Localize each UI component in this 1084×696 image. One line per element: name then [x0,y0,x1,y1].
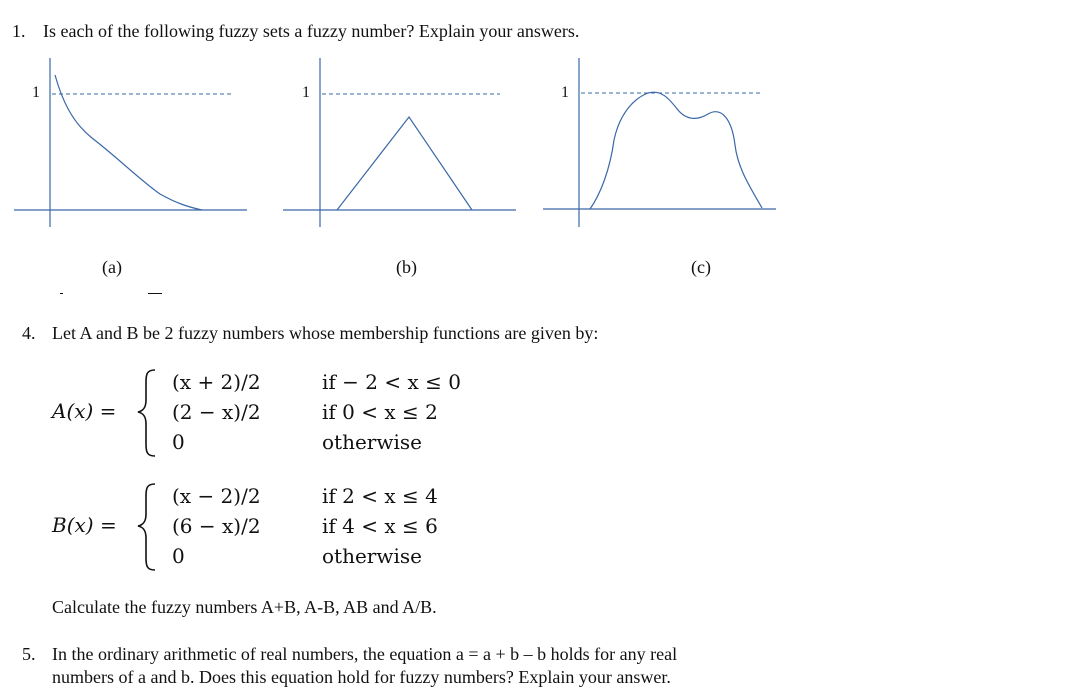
b-case-1-expr: (x − 2)/2 [172,484,261,508]
q4-number: 4. [22,323,36,343]
a-case-3-cond: otherwise [322,430,422,454]
q4-task: Calculate the fuzzy numbers A+B, A-B, AB and A/B. [52,597,437,617]
a-function-lhs: A(x) = [52,399,117,423]
graph-b [283,58,516,227]
a-case-3-expr: 0 [172,430,185,454]
q5-number: 5. [22,644,36,664]
b-case-2-expr: (6 − x)/2 [172,514,261,538]
graph-c [543,58,776,227]
fuzzy-set-graphs [0,0,1084,300]
b-case-2-cond: if 4 < x ≤ 6 [322,514,438,538]
q1-text: Is each of the following fuzzy sets a fuzzy number? Explain your answers. [43,21,580,41]
a-case-2-expr: (2 − x)/2 [172,400,261,424]
b-case-1-cond: if 2 < x ≤ 4 [322,484,438,508]
graph-b-caption: (b) [396,257,417,277]
q1-number: 1. [12,21,26,41]
graph-a-caption: (a) [102,257,122,277]
graph-a-membership-curve [55,75,202,210]
graph-b-tick-1: 1 [302,84,310,101]
a-function-brace [138,370,155,456]
graph-a [14,58,247,227]
graph-a-tick-1: 1 [32,84,40,101]
graph-c-caption: (c) [691,257,711,277]
q5-line-1: In the ordinary arithmetic of real numbers, the equation a = a + b – b holds for any real [52,644,678,664]
a-case-1-cond: if − 2 < x ≤ 0 [322,370,461,394]
b-case-3-cond: otherwise [322,544,422,568]
a-case-2-cond: if 0 < x ≤ 2 [322,400,438,424]
q4-text: Let A and B be 2 fuzzy numbers whose membership functions are given by: [52,323,599,343]
crop-mark [148,293,162,294]
b-case-3-expr: 0 [172,544,185,568]
a-case-1-expr: (x + 2)/2 [172,370,261,394]
b-function-lhs: B(x) = [52,513,117,537]
graph-c-membership-curve [590,92,762,209]
graph-b-membership-triangle [337,117,472,210]
q5-line-2: numbers of a and b. Does this equation hold for fuzzy numbers? Explain your answer. [52,667,671,687]
graph-c-tick-1: 1 [561,84,569,101]
b-function-brace [138,484,155,570]
crop-mark [60,293,63,294]
